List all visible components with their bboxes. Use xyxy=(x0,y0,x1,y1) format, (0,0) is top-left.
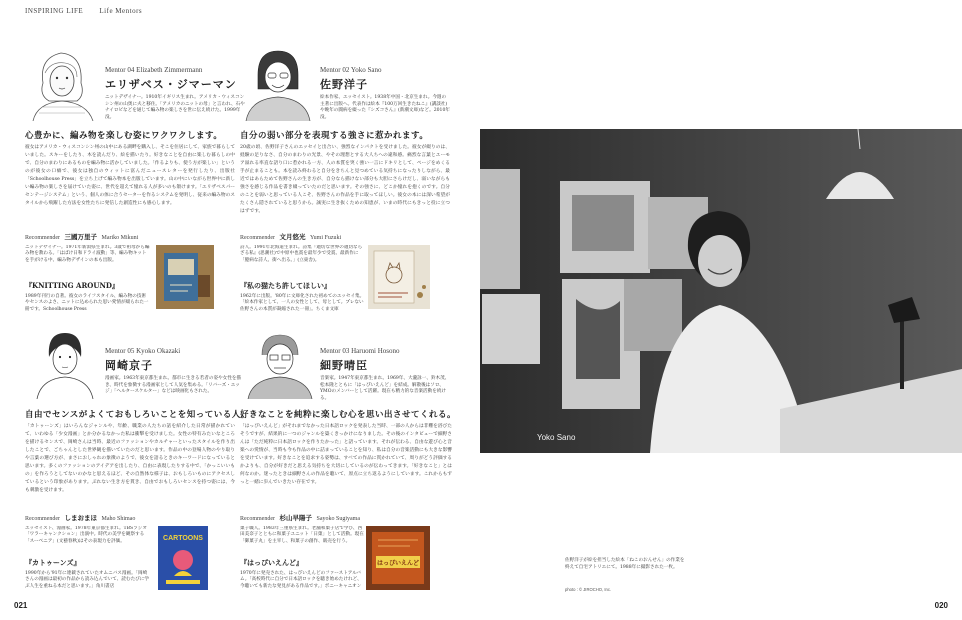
cover-title-cartoons: CARTOONS xyxy=(163,535,203,542)
recommender-row xyxy=(240,232,450,241)
subsection-label: Life Mentors xyxy=(99,7,143,15)
body-text: 彼女はアメリカ・ウィスコンシン州の山中にある湖畔を購入し、そこを住居にして、家族で暮らしていました。スキーをしたり、木を読んだり、絵を描いたり。好きなことを自由に楽しむ暮らしの中で、自分のまわりにあるものを編み物に活かしていました。「作るよりも、使う方が楽しい」というのが彼女の口癖で、彼女は独自のウィットに富んだニュースレターを発行したり、出版社「Schoolhouse Press」を立ち上げて編み物本を出版しています。山の中にいながら世界中に新しい編み物の楽しさを届けていた姿に、世代を超えて憧れる人が多いのも頷けます。「エリザベスパーセンテージシステム」という、個人の体に合うセーターを作るシステムを発明し、従来の編み物のスタイルから飛躍した方法を女性たちに発信した創造性にも感心します。 xyxy=(25,145,235,206)
mentor-label: Mentor 04 Elizabeth Zimmermann xyxy=(105,66,203,74)
recommender-role: Recommender xyxy=(240,235,275,241)
recommender-romaji: Yumi Fuzuki xyxy=(310,235,342,241)
mentor-bio: 音楽家。1947年東京都生まれ。1969年、大瀧詠一、鈴木茂、松本隆とともに「はっぴいえんど」を結成。解散後はソロ、YMOのメンバーとして活躍。現在も精力的な音楽活動を続ける。 xyxy=(320,376,450,401)
mentor-name: 岡崎京子 xyxy=(105,359,153,372)
mentor-label: Mentor 03 Haruomi Hosono xyxy=(320,347,400,355)
headline: 心豊かに、編み物を楽しむ姿にワクワクします。 xyxy=(25,131,223,141)
book-cover-happy-end xyxy=(366,526,430,590)
zimmermann-text xyxy=(25,129,235,234)
book-desc: 1970年に発売された、はっぴいえんどのファーストアルバム。「高校時代に自分で日本語ロックを聴き始めたけれど、今聴いても新たな発見がある作品です。」ポニーキャニオン xyxy=(240,571,362,589)
mentor-name: 佐野洋子 xyxy=(320,78,368,91)
body-text: 20歳の頃、佐野洋子さんのエッセイと出合い、強烈なインパクトを受けました。彼女が綴りのは、経験の足りなさ、自分のまわりの光景、やその理想とする大人ちへの違和感。痛烈な言葉とユーモア溢れる率直な語り口に惹かれる一方、人の本質を突く強い一言にドキリとして、ページをめくる手が止まることも。本を読み終わると自分をきちんと見つめている気持ちになったりしながら、最近ではあらためて佐野さんの生き方が、自分なら描けない部分も大胆にさらけだし、弱いながらも強さを感じる作品を書き綴っていたのだと思います。その強さに、どこか憧れを抱くのです。自分のことを弱いと思っている人こそ、佐野さんの作品を手に取ってほしい。彼女の本には深い希望がたくさん隠されていると思うから。誠実に生き抜くための知恵が、いまの時代にもきっと役に立つはずです。 xyxy=(240,145,450,214)
mentor-bio: ニットデザイナー。1910年イギリス生まれ。アメリカ・ウィスコンシン州の山奥に夫と移住。「アメリカのニットの母」と言われ、石やナイロビなどを通じて編み物の楽しさを世に伝え続けた。1999年没。 xyxy=(105,95,245,120)
book-title: 『カトゥーンズ』 xyxy=(25,558,81,567)
cover-title-happy-end: はっぴいえんど xyxy=(376,560,420,567)
photo-credit: photo : © JIROCHO, Inc. xyxy=(565,587,612,592)
recommender-row xyxy=(25,232,235,241)
recommender-role: Recommender xyxy=(240,516,275,522)
recommender-name: しまおまほ xyxy=(64,515,97,522)
book-desc: 1989年刊行の自著。彼女のライフスタイル、編み物の技術やセンスのよさ、ニットに込められた思い愛情が綴られた一冊です。Schoolhouse Press xyxy=(25,294,149,312)
book-title: 『KNITTING AROUND』 xyxy=(25,281,119,290)
sano-text xyxy=(240,129,450,234)
page-number-left: 021 xyxy=(14,601,28,610)
recommender-bio: エッセイスト、漫画家。1978年東京都生まれ。TBSラジオ「ワラーキャンクション」出演中。時代の美学を観察する「スーベニア」(文藝春秋)はその表現力を評価。 xyxy=(25,526,147,544)
recommender-bio: 菓子職人。1983年三重県生まれ。老舗和菓子店で学び、西田美奈子とともに和菓子ユニット「日菓」として活動。現在「御菓子丸」を主宰し、和菓子の創作、販売を行う。 xyxy=(240,526,364,544)
recommender-name: 杉山早陽子 xyxy=(279,515,312,522)
book-title: 『はっぴいえんど』 xyxy=(240,558,303,567)
recommender-name: 文月悠光 xyxy=(279,234,306,241)
recommender-role: Recommender xyxy=(25,235,60,241)
recommender-bio: 詩人。1991年北海道生まれ。詩集『適切な世界の適切ならざる私』(思潮社)で中原中也賞を最年少で受賞。最新作に「臆病な詩人、街へ出る。」(立東舎)。 xyxy=(240,245,363,263)
section-label: INSPIRING LIFE xyxy=(25,7,84,15)
headline: 自分の弱い部分を表現する強さに惹かれます。 xyxy=(240,131,429,141)
recommender-role: Recommender xyxy=(25,516,60,522)
body-text: 「はっぴいえんど」がそれまでなかった日本語ロックを発表した当時、一部の人からは非難を浴びたそうですが、結果的に一つのジャンルを築くきっかけになりました。その後のインタビューで細野さんは「ただ純粋に日本語ロックを作りたかった」と語っています。それが伝わる、自由な遊び心と音楽への愛情が、当時も今も作品の中に詰まっていることを知り、私は自分の音楽活動にも大きな影響を受けています。好きなことを追求する姿勢は、すべての作品に貫かれていて、周りがどう評価するかよりも、自分が好きだと思える気持ちを大切にしているのが伝わってきます。「好きなこと」とは何なのか。迷ったときは細野さんの作品を聴いて、原点に立ち返るようにしています。これからもずっと一緒に歩んでいきたい存在です。 xyxy=(240,424,452,485)
recommender-row xyxy=(25,513,235,522)
recommender-name: 三國万里子 xyxy=(64,234,97,241)
running-header xyxy=(25,7,156,15)
mentor-bio: 漫画家。1963年東京都生まれ。都市に生きる若者の姿や女性を描き、時代を象徴する漫画家として人気を集める。「リバーズ・エッジ」「ヘルタースケルター」などは映画化もされた。 xyxy=(105,376,242,395)
book-cover-watashi-no-nekotachi xyxy=(368,245,430,309)
page-number-right: 020 xyxy=(934,601,948,610)
okazaki-text xyxy=(25,408,250,511)
portrait-zimmermann xyxy=(25,43,100,121)
recommender-romaji: Maho Shimao xyxy=(101,516,136,522)
photo-caption-name: Yoko Sano xyxy=(537,433,576,442)
hosono-text xyxy=(240,408,457,511)
mentor-label: Mentor 05 Kyoko Okazaki xyxy=(105,347,181,355)
recommender-romaji: Mariko Mikuni xyxy=(101,235,139,241)
headline: 自由でセンスがよくておもしろいことを知っている人。 xyxy=(25,410,250,420)
portrait-sano xyxy=(240,43,315,121)
portrait-hosono xyxy=(240,327,318,399)
portrait-okazaki xyxy=(27,327,102,399)
body-text: 「カトゥーンズ」はいろんなジャンルや、年齢、職業の人たちの話を紹介した日常が描かれていて、いわゆる「少女漫画」とか分かるなかった私は衝撃を受けました。女性の特有みたいなところを描けるセンスで、岡崎さんは当時、最近のファッションやカルチャーといったスタイルを作り出したことで、ごちゃんとした世界観を描いていたのだと思います。作品の中の登場人物のやり取りや言葉の選び方が、まさにおしゃれの象徴のようで、彼女を語るときのキーワードになっていると思います。多くのファッションのアイデアを出したり、自由に表現したりする中で、「かっこいいもの」を作ろうとしてないのかなと思えるほど、その自然体な様子は、おもしろいものにアクセスしているという印象があります。ぶれない生き方を貫き、自由でおもしろいセンスを持つ姿には、今も刺激を受けます。 xyxy=(25,424,235,493)
recommender-bio: ニットデザイナー。1971年新潟県生まれ。3歳で祖母から編み物を教わる。「はばけ日和ドライ波動」等、編み物キットを手がける中、編み物デザインの本も出版。 xyxy=(25,245,150,263)
headline: 好きなことを純粋に楽しむ心を思い出させてくれる。 xyxy=(240,410,457,420)
mentor-name: エリザベス・ジマーマン xyxy=(105,78,237,91)
mentor-bio: 絵本作家、エッセイスト。1938年中国・北京生まれ。今週の主著に出版へ。代表作は絵本『100万回生きたねこ』(講談社)や晩年の闘病を綴った『シズコさん』(新潮文庫)など。2010年没。 xyxy=(320,95,450,120)
book-cover-cartoons xyxy=(158,526,208,590)
book-cover-knitting-around xyxy=(156,245,214,309)
recommender-row xyxy=(240,513,450,522)
photo-caption: 佐野洋子が絵を担当した絵本「ねこのおんせん」の作業を終えて自宅アトリエにて。1988年に撮影された一枚。 xyxy=(565,558,685,570)
book-desc: 1990年から'91年に連載されていたオムニバス漫画。「岡崎さんの漫画は最初の作品から読み込んでいて、読むたびに学ぶ人生を重ねる本だと思います。」角川書店 xyxy=(25,571,149,589)
book-title: 『私の猫たち許してほしい』 xyxy=(240,281,331,290)
photo-yoko-sano xyxy=(480,129,962,453)
mentor-name: 細野晴臣 xyxy=(320,359,368,372)
mentor-label: Mentor 02 Yoko Sano xyxy=(320,66,382,74)
book-desc: 1962年に出版。'80年に文庫化された初めてのエッセイ集。「絵本作家として、一人の女性として、母として。プレない佐野さんの本質が凝縮された一冊」。ちくま文庫 xyxy=(240,294,365,312)
recommender-romaji: Sayoko Sugiyama xyxy=(316,516,360,522)
